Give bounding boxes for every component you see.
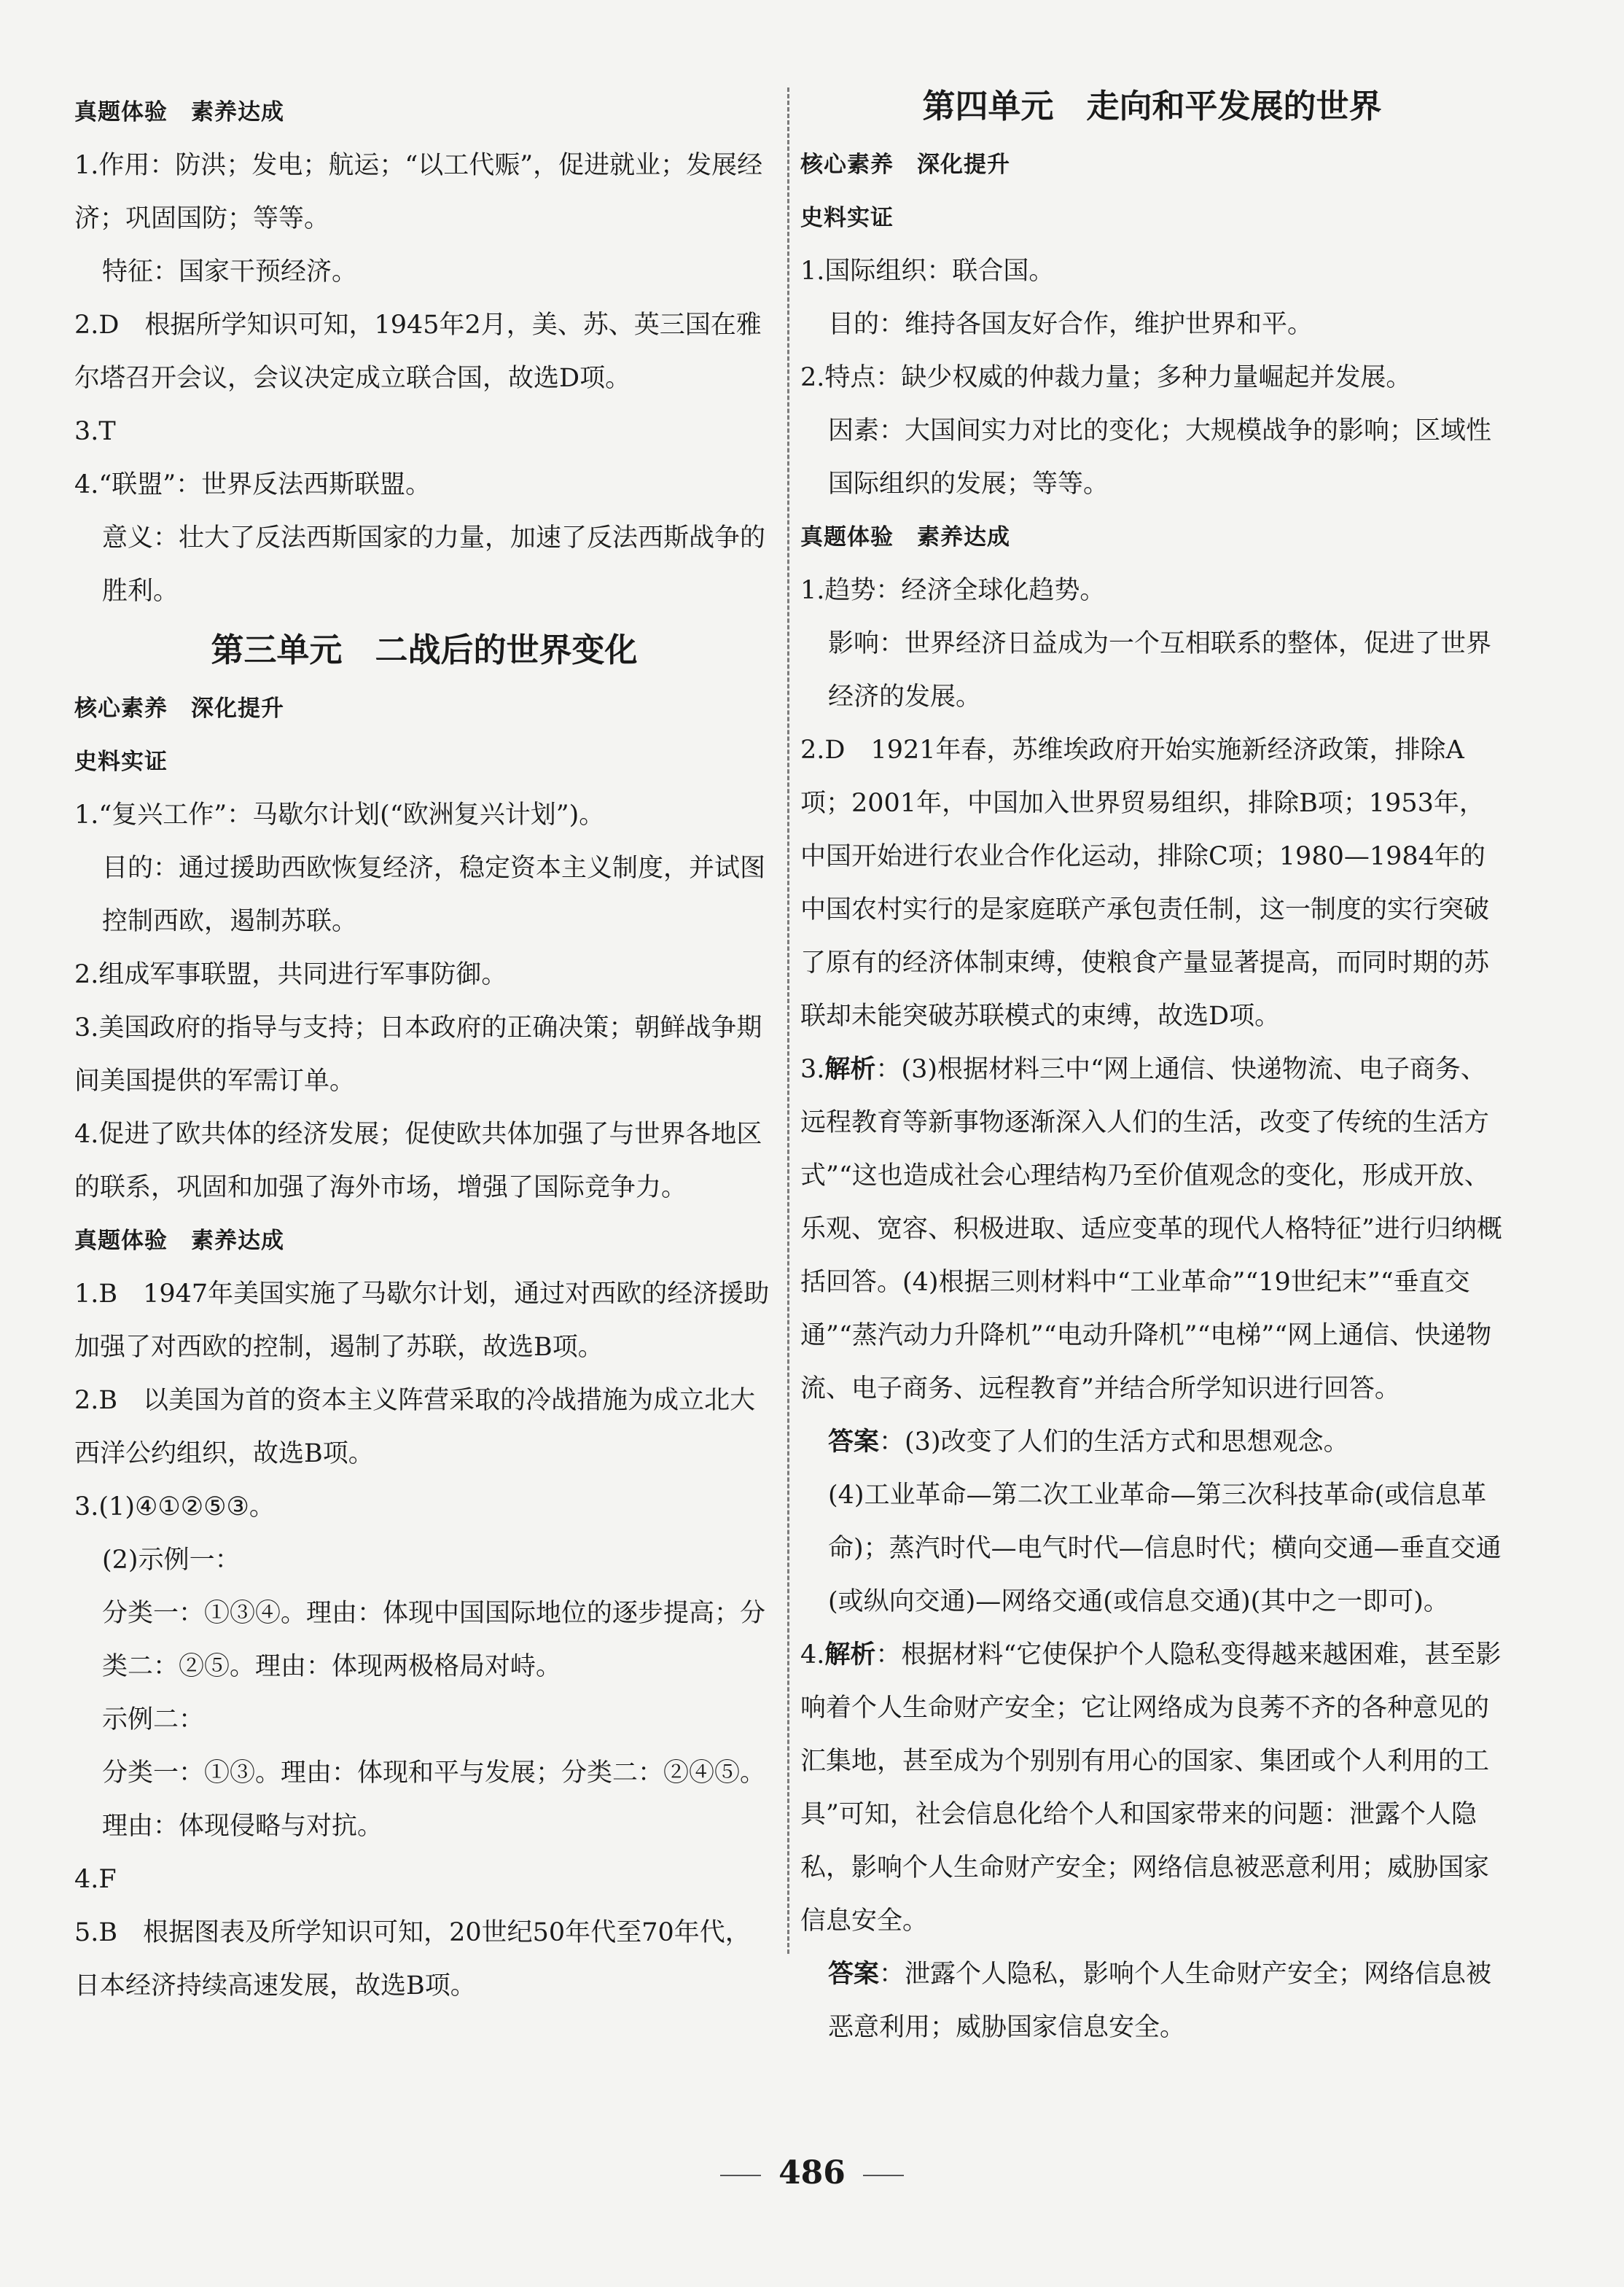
section-heading: 真题体验 素养达成 xyxy=(74,1228,284,1254)
section-heading: 核心素养 深化提升 xyxy=(74,696,284,722)
analysis-text: ：(3)根据材料三中“网上通信、快递物流、电子商务、远程教育等新事物逐渐深入人们的生活，改变了传统的生活方式”“这也造成社会心理结构乃至价值观念的变化，形成开放、乐观、宽容、积极进取、适应变革的现代人格特征”进行归纳概括回答。(4)根据三则材料中“工业革命”“19世纪末”“垂直交通”“蒸汽动力升降机”“电动升降机”“电梯”“网上通信、快递物流、电子商务、远程教育”并结合所学知识进行回答。 xyxy=(800,1055,1502,1403)
right-column xyxy=(800,86,1504,2054)
answer-item: 特征：国家干预经济。 xyxy=(102,257,358,287)
answer-item: 1.作用：防洪；发电；航运；“以工代赈”，促进就业；发展经济；巩固国防；等等。 xyxy=(74,151,763,233)
answer-item: (2)示例一： xyxy=(102,1546,241,1575)
answer-text: ：泄露个人隐私，影响个人生命财产安全；网络信息被恶意利用；威胁国家信息安全。 xyxy=(828,1960,1492,2042)
answer-item: 4.“联盟”：世界反法西斯联盟。 xyxy=(74,470,432,499)
answer-item xyxy=(800,1948,1504,2054)
left-column xyxy=(74,86,774,2013)
section-heading: 真题体验 素养达成 xyxy=(800,524,1010,550)
answer-item: 2.B 以美国为首的资本主义阵营采取的冷战措施为成立北大西洋公约组织，故选B项。 xyxy=(74,1386,756,1468)
answer-item: 意义：壮大了反法西斯国家的力量，加速了反法西斯战争的胜利。 xyxy=(102,523,766,606)
answer-item: 4.F xyxy=(74,1865,117,1894)
answer-item: 分类一：①③④。理由：体现中国国际地位的逐步提高；分类二：②⑤。理由：体现两极格局对峙。 xyxy=(102,1599,766,1681)
answer-item: 目的：维持各国友好合作，维护世界和平。 xyxy=(828,310,1313,339)
answer-item: 因素：大国间实力对比的变化；大规模战争的影响；区域性国际组织的发展；等等。 xyxy=(828,416,1492,499)
answer-item: 2.D 根据所学知识可知，1945年2月，美、苏、英三国在雅尔塔召开会议，会议决定成立联合国，故选D项。 xyxy=(74,311,762,393)
answer-item: 影响：世界经济日益成为一个互相联系的整体，促进了世界经济的发展。 xyxy=(828,629,1492,712)
item-number: 3. xyxy=(800,1055,825,1084)
column-divider xyxy=(787,87,789,1954)
unit-title: 第四单元 走向和平发展的世界 xyxy=(922,87,1382,125)
unit-title: 第三单元 二战后的世界变化 xyxy=(211,631,638,669)
answer-item: 1.“复兴工作”：马歇尔计划(“欧洲复兴计划”)。 xyxy=(74,800,605,830)
answer-item xyxy=(800,1043,1504,1416)
answer-item: 3.美国政府的指导与支持；日本政府的正确决策；朝鲜战争期间美国提供的军需订单。 xyxy=(74,1013,762,1096)
footer-dash xyxy=(863,2175,904,2176)
answer-item: 2.组成军事联盟，共同进行军事防御。 xyxy=(74,960,507,989)
answer-item: 3.T xyxy=(74,417,116,446)
answer-item: 示例二： xyxy=(102,1705,205,1734)
answer-item: 1.国际组织：联合国。 xyxy=(800,257,1055,286)
answer-item: 分类一：①③。理由：体现和平与发展；分类二：②④⑤。理由：体现侵略与对抗。 xyxy=(102,1758,766,1841)
item-number: 4. xyxy=(800,1640,825,1670)
answer-item: 4.促进了欧共体的经济发展；促使欧共体加强了与世界各地区的联系，巩固和加强了海外市场，增强了国际竞争力。 xyxy=(74,1120,762,1202)
answer-item: 1.趋势：经济全球化趋势。 xyxy=(800,576,1106,605)
analysis-label: 解析 xyxy=(824,1055,876,1084)
analysis-text: ：根据材料“它使保护个人隐私变得越来越困难，甚至影响着个人生命财产安全；它让网络成为良莠不齐的各种意见的汇集地，甚至成为个别别有用心的国家、集团或个人利用的工具”可知，社会信息化给个人和国家带来的问题：泄露个人隐私，影响个人生命财产安全；网络信息被恶意利用；威胁国家信息安全。 xyxy=(800,1640,1502,1936)
analysis-label: 解析 xyxy=(824,1640,876,1670)
answer-item: 目的：通过援助西欧恢复经济，稳定资本主义制度，并试图控制西欧，遏制苏联。 xyxy=(102,854,766,936)
subsection-heading: 史料实证 xyxy=(800,205,894,231)
answer-item: (4)工业革命—第二次工业革命—第三次科技革命(或信息革命)；蒸汽时代—电气时代—信息时代；横向交通—垂直交通(或纵向交通)—网络交通(或信息交通)(其中之一即可)。 xyxy=(828,1481,1502,1616)
answer-item: 5.B 根据图表及所学知识可知，20世纪50年代至70年代，日本经济持续高速发展，故选B项。 xyxy=(74,1918,751,2000)
section-heading: 真题体验 素养达成 xyxy=(74,99,284,125)
answer-item xyxy=(800,1416,1504,1469)
footer-dash xyxy=(720,2175,761,2176)
answer-label: 答案 xyxy=(828,1960,880,1989)
answer-item xyxy=(800,1629,1504,1948)
answer-item: 1.B 1947年美国实施了马歇尔计划，通过对西欧的经济援助加强了对西欧的控制，遏制了苏联，故选B项。 xyxy=(74,1279,770,1362)
answer-text: ：(3)改变了人们的生活方式和思想观念。 xyxy=(879,1427,1349,1457)
answer-item: 3.(1)④①②⑤③。 xyxy=(74,1492,275,1522)
answer-item: 2.D 1921年春，苏维埃政府开始实施新经济政策，排除A项；2001年，中国加入世界贸易组织，排除B项；1953年，中国开始进行农业合作化运动，排除C项；1980—1984年的中国农村实行的是家庭联产承包责任制，这一制度的实行突破了原有的经济体制束缚，使粮食产量显著提高，而同时期的苏联却未能突破苏联模式的束缚，故选D项。 xyxy=(800,736,1490,1031)
page-footer xyxy=(0,2154,1624,2191)
subsection-heading: 史料实证 xyxy=(74,749,168,775)
page-number: 486 xyxy=(778,2154,846,2191)
section-heading: 核心素养 深化提升 xyxy=(800,152,1010,178)
answer-item: 2.特点：缺少权威的仲裁力量；多种力量崛起并发展。 xyxy=(800,363,1412,392)
answer-label: 答案 xyxy=(828,1427,880,1457)
